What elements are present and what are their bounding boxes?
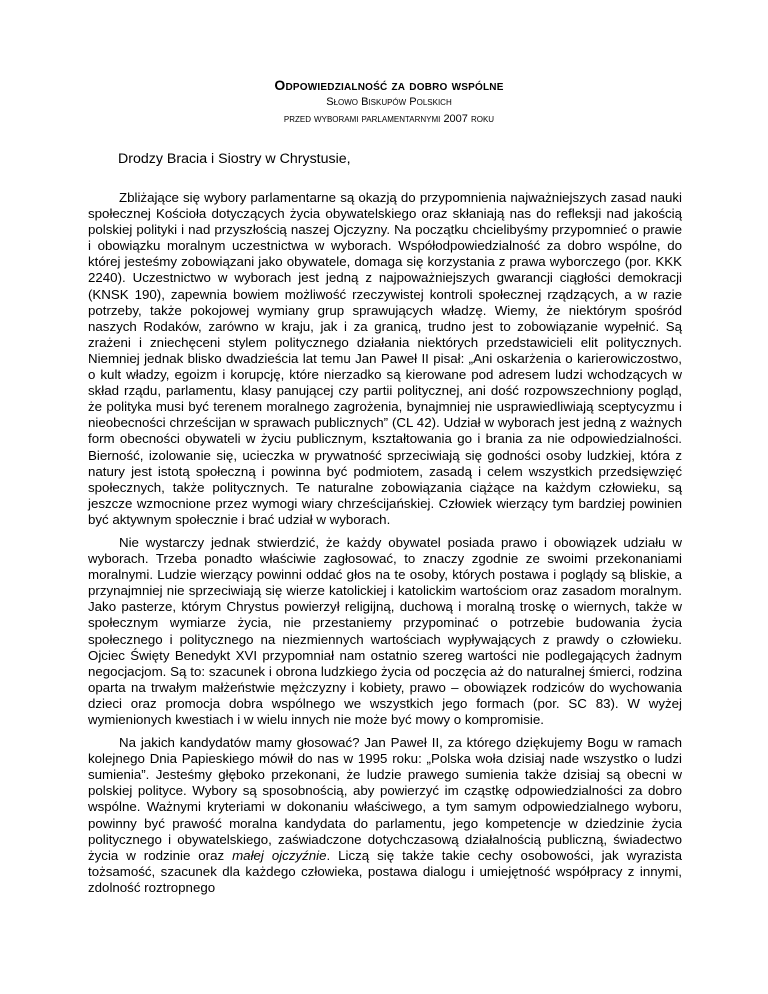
paragraph-3-text-after: . Liczą się także takie cechy osobowości, jak wyrazista tożsamość, szacunek dla każdego człowieka, postawa dialogu i umiejętność współpracy z innymi, zdolność roztropnego (88, 847, 682, 895)
paragraph-3 (88, 735, 682, 896)
paragraph-3-italic-phrase: małej ojczyźnie (232, 847, 327, 863)
document-page (88, 76, 682, 896)
document-title: Odpowiedzialność za dobro wspólne (274, 77, 504, 93)
greeting: Drodzy Bracia i Siostry w Chrystusie, (118, 151, 351, 167)
title-block (96, 76, 682, 128)
document-subtitle-line2: przed wyborami parlamentarnymi 2007 roku (283, 113, 495, 125)
paragraph-3-text-before: Na jakich kandydatów mamy głosować? Jan Paweł II, za którego dziękujemy Bogu w ramach kolejnego Dnia Papieskiego mówił do nas w 1995 roku: „Polska woła dzisiaj nade wszystko o ludzi sumienia”. Jesteśmy głęboko przekonani, że ludzie prawego sumienia także dzisiaj są obecni w polskiej polityce. Wybory są sposobnością, aby powierzyć im cząstkę odpowiedzialności za dobro wspólne. Ważnymi kryteriami w dokonaniu właściwego, a tym samym odpowiedzialnego wyboru, powinny być prawość moralna kandydata do parlamentu, jego kompetencje w dziedzinie życia politycznego i obywatelskiego, zaświadczone dotychczasową działalnością publiczną, świadectwo życia w rodzinie oraz (88, 735, 682, 863)
document-subtitle-line1: Słowo Biskupów Polskich (326, 96, 452, 108)
paragraph-1: Zbliżające się wybory parlamentarne są okazją do przypomnienia najważniejszych zasad nauki społecznej Kościoła dotyczących życia obywatelskiego oraz skłaniają nas do refleksji nad jakością polskiej polityki i nad przyszłością naszej Ojczyzny. Na początku chcielibyśmy przypomnieć o prawie i obowiązku moralnym uczestnictwa w wyborach. Współodpowiedzialność za dobro wspólne, do której jesteśmy zobowiązani jako obywatele, domaga się korzystania z prawa wyborczego (por. KKK 2240). Uczestnictwo w wyborach jest jedną z najpoważniejszych gwarancji ciągłości demokracji (KNSK 190), zapewnia bowiem możliwość rzeczywistej kontroli społecznej rządzących, a w razie potrzeby, także pokojowej wymiany grup sprawujących władzę. Wiemy, że niektórym spośród naszych Rodaków, zarówno w kraju, jak i za granicą, trudno jest to zobowiązanie wypełnić. Są zrażeni i zniechęceni stylem politycznego działania niektórych przedstawicieli elit politycznych. Niemniej jednak blisko dwadzieścia lat temu Jan Paweł II pisał: „Ani oskarżenia o karierowiczostwo, o kult władzy, egoizm i korupcję, które nierzadko są kierowane pod adresem ludzi wchodzących w skład rządu, parlamentu, klasy panującej czy partii politycznej, ani dość rozpowszechniony pogląd, że polityka musi być terenem moralnego zagrożenia, bynajmniej nie usprawiedliwiają sceptycyzmu i nieobecności chrześcijan w sprawach publicznych” (CL 42). Udział w wyborach jest jedną z ważnych form obecności obywateli w życiu publicznym, kształtowania go i brania za nie odpowiedzialności. Bierność, izolowanie się, ucieczka w prywatność sprzeciwiają się godności osoby ludzkiej, która z natury jest istotą społeczną i powinna być podmiotem, zasadą i celem wszystkich przedsięwzięć społecznych, także politycznych. Te naturalne zobowiązania ciążące na każdym człowieku, są jeszcze wzmocnione przez wymogi wiary chrześcijańskiej. Człowiek wierzący tym bardziej powinien być aktywnym społecznie i brać udział w wyborach. (88, 190, 682, 527)
paragraph-2: Nie wystarczy jednak stwierdzić, że każdy obywatel posiada prawo i obowiązek udziału w wyborach. Trzeba ponadto właściwie zagłosować, to znaczy zgodnie ze swoimi przekonaniami moralnymi. Ludzie wierzący powinni oddać głos na te osoby, których postawa i poglądy są bliskie, a przynajmniej nie sprzeciwiają się wierze katolickiej i katolickim wartościom oraz zasadom moralnym. Jako pasterze, którym Chrystus powierzył religijną, duchową i moralną troskę o wiernych, także w społecznym wymiarze życia, nie przestaniemy przypominać o potrzebie budowania życia społecznego i politycznego na niezmiennych wartościach wypływających z prawdy o człowieku. Ojciec Święty Benedykt XVI przypomniał nam ostatnio szereg wartości nie podlegających żadnym negocjacjom. Są to: szacunek i obrona ludzkiego życia od poczęcia aż do naturalnej śmierci, rodzina oparta na trwałym małżeństwie mężczyzny i kobiety, prawo – obowiązek rodziców do wychowania dzieci oraz promocja dobra wspólnego we wszystkich jego formach (por. SC 83). W wyżej wymienionych kwestiach i w wielu innych nie może być mowy o kompromisie. (88, 534, 682, 727)
